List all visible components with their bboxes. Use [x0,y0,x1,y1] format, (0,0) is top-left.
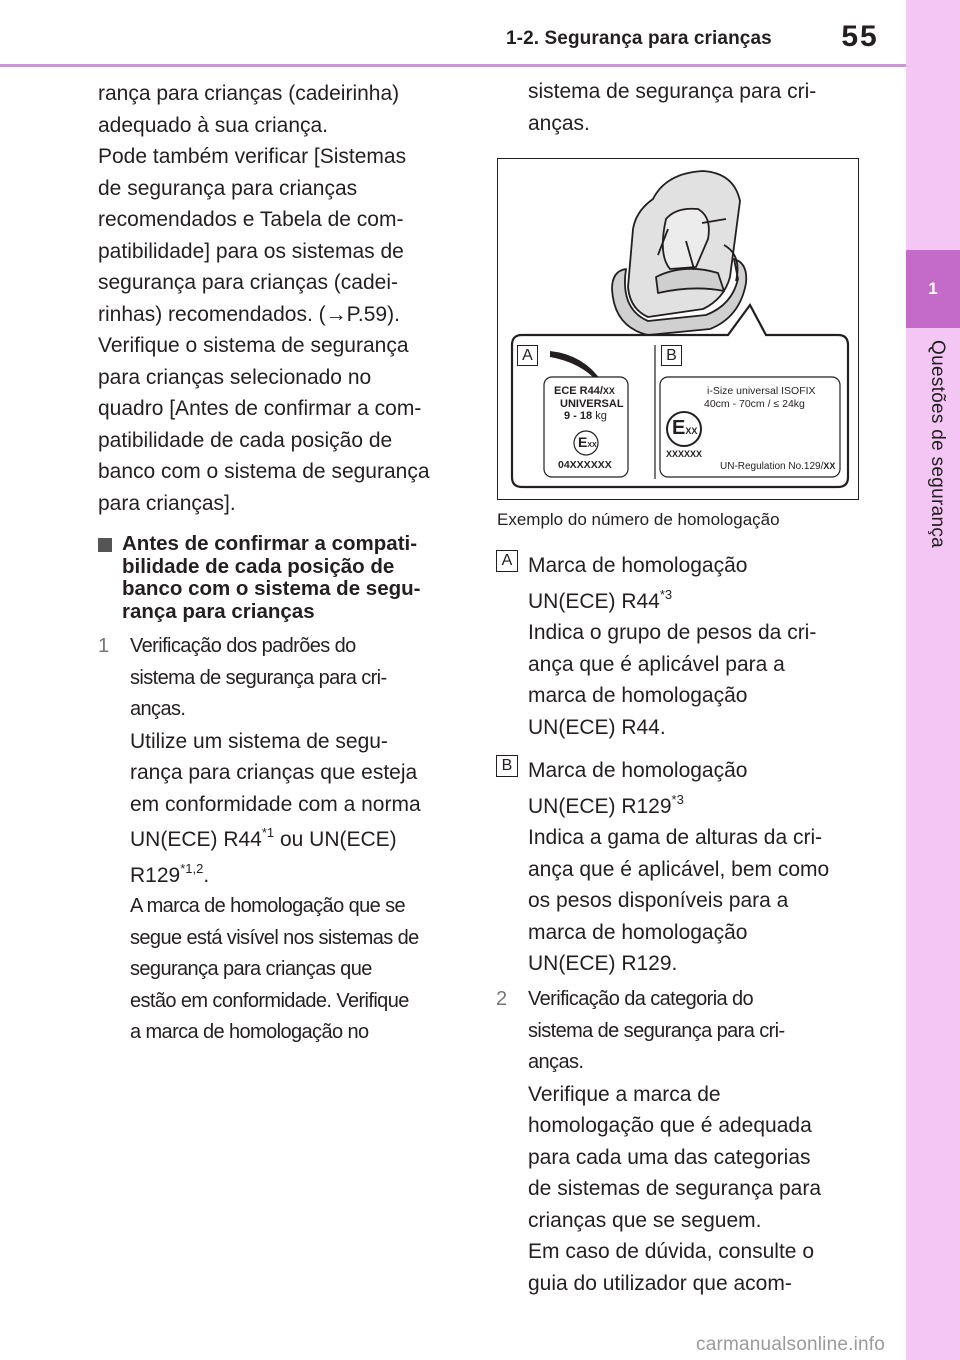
intro-line-with-page-link[interactable]: rinhas) recomendados. (→P.59). [98,302,400,326]
figure-label-b: B [661,345,682,366]
entry-b-text [496,755,866,980]
step-number: 1 [98,635,110,657]
entry-desc-line: marca de homologação [528,684,748,707]
entry-title: Marca de homologação [528,554,748,577]
step-line: homologação que é adequada [528,1114,812,1137]
step-line: rança para crianças que esteja [130,761,418,784]
left-column [98,78,458,1049]
step-line: guia do utilizador que acom- [528,1271,792,1295]
step-body [528,984,866,1299]
note-line: A marca de homologação que se [130,895,406,917]
step-2 [496,984,866,1299]
r44-label-line2: UNIVERSAL [560,398,624,410]
step-line: para cada uma das categorias [528,1145,811,1169]
watermark: carmanualsonline.info [696,1334,886,1355]
entry-desc-line: os pesos disponíveis para a [528,889,789,912]
r129-label-line2: 40cm - 70cm / ≤ 24kg [704,398,805,410]
chapter-label: Questões de segurança [927,340,948,549]
step-title [528,984,866,1079]
step-description [130,726,458,892]
intro-line: rança para crianças (cadeirinha) [98,82,400,105]
entry-desc-line: ança que é aplicável, bem como [528,857,830,881]
note-line: estão em conformidade. Verifique [130,989,409,1012]
step-title-line: Verificação da categoria do [528,988,754,1010]
step-number: 2 [496,988,508,1010]
entry-title: Marca de homologação [528,759,748,782]
intro-line: para crianças selecionado no [98,365,372,389]
step-title-line: anças. [130,698,186,720]
r129-e-mark: EXX [672,417,698,439]
chapter-number-tab[interactable] [906,250,960,328]
step-line: em conformidade com a norma [130,792,421,816]
step-line: crianças que se seguem. [528,1208,762,1232]
entry-desc-line: Indica o grupo de pesos da cri- [528,621,817,644]
continuation-line: sistema de segurança para cri- [528,80,817,103]
continuation-line: anças. [528,111,590,135]
square-bullet-icon [98,538,112,552]
step-text: ou UN(ECE) [274,828,397,851]
r129-approval-code: XXXXXX [666,449,703,459]
header-rule [0,64,906,67]
step-line: Em caso de dúvida, consulte o [528,1240,815,1263]
entry-letter-b: B [496,755,518,777]
intro-line: de segurança para crianças [98,176,358,200]
regulation-r44: UN(ECE) R44 [130,828,262,851]
step-line: de sistemas de segurança para [528,1177,822,1200]
continuation-text [496,76,866,139]
figure-label-a: A [517,345,538,366]
intro-line: Pode também verificar [Sistemas [98,145,407,168]
step-title [130,631,458,726]
intro-line: adequado à sua criança. [98,113,329,137]
step-title-line: anças. [528,1051,584,1073]
intro-line: Verifique o sistema de segurança [98,334,409,357]
entry-regulation: UN(ECE) R129$^{*3}$ [528,791,684,818]
entry-b [496,755,866,980]
child-seat-illustration [498,159,858,499]
step-line [130,860,458,892]
step-line: Verifique a marca de [528,1082,721,1106]
note-line: a marca de homologação no [130,1021,369,1043]
running-header: 1-2. Segurança para crianças [506,28,772,49]
footnote-ref: *3 [659,586,673,602]
entry-desc-line: Indica a gama de alturas da cri- [528,826,823,849]
chapter-number: 1 [928,279,938,298]
r44-label-line3: 9 - 18 kg [564,410,607,422]
intro-line: patibilidade de cada posição de [98,428,393,452]
intro-line: patibilidade] para os sistemas de [98,239,404,263]
step-note [130,891,458,1049]
intro-line: banco com o sistema de segurança [98,460,430,483]
step-title-line: sistema de segurança para cri- [130,666,387,689]
page-number: 55 [841,20,879,53]
section-heading-text [122,533,420,623]
entry-a [496,550,866,743]
intro-line: quadro [Antes de confirmar a com- [98,397,422,420]
entry-desc-line: UN(ECE) R129. [528,952,678,975]
step-1 [98,631,458,1049]
step-line [130,824,458,856]
section-heading-line: banco com o sistema de segu- [122,577,421,600]
step-line: Utilize um sistema de segu- [130,729,388,753]
child-seat-icon [612,171,746,335]
r129-label-line1: i-Size universal ISOFIX [707,385,816,397]
entry-desc-line: UN(ECE) R44. [528,715,666,739]
figure-caption: Exemplo do número de homologação [497,510,780,529]
section-heading-line: rança para crianças [122,599,315,623]
note-line: segurança para crianças que [130,958,372,980]
right-column-top [496,76,866,139]
intro-line: recomendados e Tabela de com- [98,208,404,231]
step-text: . [203,863,210,887]
intro-paragraph [98,78,458,519]
footnote-ref: *1,2 [180,860,204,876]
r44-label-line1: ECE R44/XX [554,385,615,397]
footnote-ref: *3 [671,791,684,807]
note-line: segue está visível nos sistemas de [130,926,419,949]
chapter-tab-strip [906,0,960,1360]
intro-line: para crianças]. [98,491,236,515]
r44-e-mark: EXX [578,434,597,450]
step-description [528,1079,866,1300]
entry-letter-a: A [496,550,518,572]
step-2-row [496,984,866,1299]
intro-line: segurança para crianças (cadei- [98,271,398,294]
section-heading-line: bilidade de cada posição de [122,554,395,578]
regulation-r129: R129 [130,863,181,887]
entry-desc-line: marca de homologação [528,920,748,944]
r129-regulation-text: UN-Regulation No.129/XX [720,461,836,472]
footnote-ref: *1 [261,825,275,840]
entry-regulation: UN(ECE) R44$^{*3}$ [528,586,673,613]
r44-approval-code: 04XXXXXX [558,459,612,471]
step-title-line: sistema de segurança para cri- [528,1019,785,1042]
approval-mark-figure [497,158,859,500]
entry-a-text [496,550,866,743]
section-heading [98,533,458,623]
entry-desc-line: ança que é aplicável para a [528,652,785,676]
step-body [130,631,458,1049]
step-title-line: Verificação dos padrões do [130,635,356,657]
section-heading-line: Antes de confirmar a compati- [122,532,418,555]
